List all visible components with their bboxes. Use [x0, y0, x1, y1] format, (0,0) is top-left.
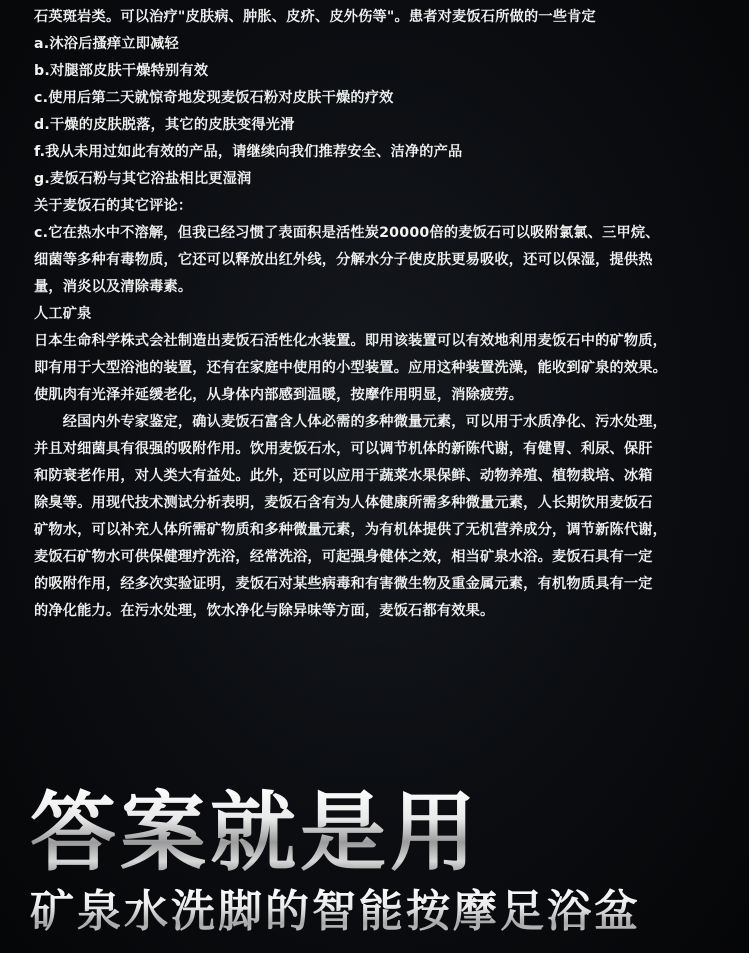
testimonial-b: b.对腿部皮肤干燥特别有效	[34, 63, 209, 79]
comment-c-line-2: 细菌等多种有毒物质，它还可以释放出红外线，分解水分子使皮肤更易吸收，还可以保湿，提供热	[34, 252, 653, 268]
banner-subline: 矿泉水洗脚的智能按摩足浴盆	[30, 884, 641, 940]
expert-paragraph-line-1: 经国内外专家鉴定，确认麦饭石富含人体必需的多种微量元素，可以用于水质净化、污水处理，	[34, 414, 668, 430]
expert-paragraph-line-7: 的吸附作用，经多次实验证明，麦饭石对某些病毒和有害微生物及重金属元素，有机物质具有一定	[34, 576, 653, 592]
article-body	[34, 4, 724, 625]
expert-paragraph-line-2: 并且对细菌具有很强的吸附作用。饮用麦饭石水，可以调节机体的新陈代谢，有健胃、利尿、保肝	[34, 441, 653, 457]
expert-paragraph-line-8: 的净化能力。在污水处理，饮水净化与除异味等方面，麦饭石都有效果。	[34, 603, 495, 619]
expert-paragraph-line-6: 麦饭石矿物水可供保健理疗洗浴，经常洗浴，可起强身健体之效，相当矿泉水浴。麦饭石具有一定	[34, 549, 653, 565]
expert-paragraph-line-3: 和防衰老作用，对人类大有益处。此外，还可以应用于蔬菜水果保鲜、动物养殖、植物栽培、冰箱	[34, 468, 653, 484]
spring-paragraph-line-3: 使肌肉有光泽并延缓老化，从身体内部感到温暖，按摩作用明显，消除疲劳。	[34, 387, 524, 403]
testimonial-d: d.干燥的皮肤脱落，其它的皮肤变得光滑	[34, 117, 295, 133]
testimonial-a: a.沐浴后搔痒立即减轻	[34, 36, 179, 52]
spring-paragraph-line-1: 日本生命科学株式会社制造出麦饭石活性化水装置。即用该装置可以有效地利用麦饭石中的矿物质，	[34, 333, 668, 349]
spring-paragraph-line-2: 即有用于大型浴池的装置，还有在家庭中使用的小型装置。应用这种装置洗澡，能收到矿泉的效果。	[34, 360, 668, 376]
comment-c-line-3: 量，消炎以及清除毒素。	[34, 279, 193, 295]
expert-paragraph-line-4: 除臭等。用现代技术测试分析表明，麦饭石含有为人体健康所需多种微量元素，人长期饮用麦饭石	[34, 495, 653, 511]
testimonial-c: c.使用后第二天就惊奇地发现麦饭石粉对皮肤干燥的疗效	[34, 90, 394, 106]
banner-headline: 答案就是用	[30, 783, 480, 883]
testimonial-g: g.麦饭石粉与其它浴盐相比更湿润	[34, 171, 252, 187]
comment-c-line-1: c.它在热水中不溶解，但我已经习惯了表面积是活性炭20000倍的麦饭石可以吸附氯氯、三甲烷、	[34, 225, 660, 241]
testimonial-f: f.我从未用过如此有效的产品，请继续向我们推荐安全、洁净的产品	[34, 144, 463, 160]
expert-paragraph-line-5: 矿物水，可以补充人体所需矿物质和多种微量元素，为有机体提供了无机营养成分，调节新陈代谢，	[34, 522, 668, 538]
artificial-spring-heading: 人工矿泉	[34, 306, 92, 322]
intro-line: 石英斑岩类。可以治疗"皮肤病、肿胀、皮疥、皮外伤等"。患者对麦饭石所做的一些肯定	[34, 9, 596, 25]
other-comments-heading: 关于麦饭石的其它评论：	[34, 198, 193, 214]
